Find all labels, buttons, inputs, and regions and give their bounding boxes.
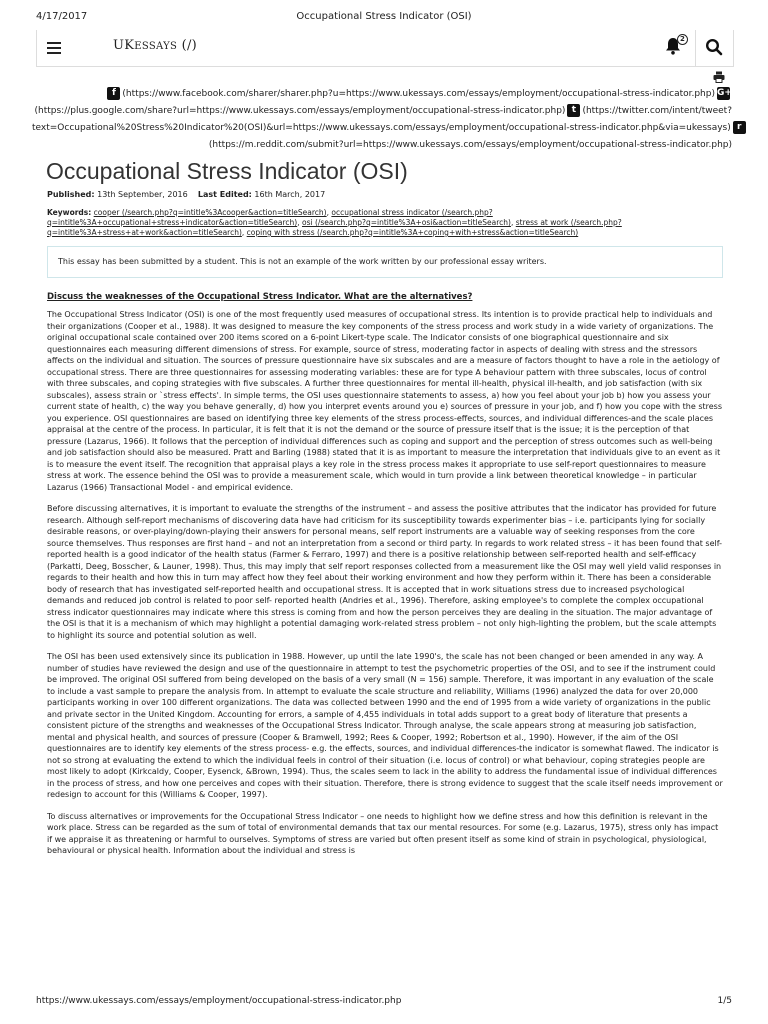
facebook-icon[interactable]: f [107,87,120,100]
print-icon[interactable] [713,68,725,80]
keywords-label: Keywords: [47,208,92,217]
keyword-link[interactable]: coping with stress (/search.php?q=intitle%3A+coping+with+stress&action=titleSearch) [246,228,579,237]
twitter-share-link-cont[interactable]: text=Occupational%20Stress%20Indicator%20(OSI)&url=https://www.ukessays.com/essays/employment/occupational-stress-indicator.php&via=ukessays) [32,123,731,133]
notification-badge: 2 [677,34,688,45]
search-icon[interactable] [705,38,725,58]
print-title: Occupational Stress Indicator (OSI) [296,11,472,22]
menu-icon[interactable] [47,42,61,54]
reddit-share-link[interactable]: (https://m.reddit.com/submit?url=https://www.ukessays.com/essays/employment/occupational-stress-indicator.php) [208,140,732,150]
keyword-link[interactable]: stress at work (/search.php?q=intitle%3A+stress+at+work&action=titleSearch) [47,218,622,237]
paragraph: The Occupational Stress Indicator (OSI) is one of the most frequently used measures of occupational stress. Its intention is to provide practical help to individuals and their organizations (Cooper et al., 1988). It was designed to measure the key components of the stress process and work study in a wide variety of organizations. The original occupational scale contained over 200 items scored on a 6-point Likert-type scale. The Indicator consists of one biographical questionnaire and six questionnaires each measuring different dimensions of stress. For example, source of stress, moderating factor in aspects of dealing with stress and the stressors affects on the individual and situation. The sources of pressure questionnaire have six subscales and are a measure of factors thought to have a role in the aetiology of occupational stress. There are three questionnaires for assessing moderating variables: these are for type A behaviour pattern with three subscales, locus of control with three subscales, and coping strategies with five subscales. A further three questionnaires for mental ill-health, physical ill-health, and job satisfaction (with six subscales), assess strain or `stress effects'. In simple terms, the OSI uses questionnaire statements to assess, a) how you feel about your job b) how you assess your current state of health, c) the way you behave generally, d) how you interpret events around you e) sources of pressure in your job, and f) how you cope with the stress you experience. OSI questionnaires are based on identifying three key elements of the stress process-effects, sources, and individual differences-and the scale places appraisal at the centre of the process. In particular, it is felt that it is not the demand or the source of pressure itself that is the issue; it is the perception of that pressure (Lazarus, 1966). It follows that the perception of individual differences such as coping and support and the perception of stress outcomes such as well-being and job satisfaction should also be measured. Pratt and Barling (1988) stated that it is as important to measure the interpretation that individuals give to an event as it is to measure the event itself. The recognition that appraisal plays a key role in the stress process makes it appropriate to use self-report questionnaires to measure stress at work. The essence behind the OSI was to provide a measurement scale, which would in turn provide a link between theoretical knowledge – in particular Lazarus (1966) Transactional Model - and empirical evidence. [47,310,723,492]
print-row [36,66,732,84]
site-logo[interactable]: UKESSAYS (/) [113,38,198,53]
footer-url: https://www.ukessays.com/essays/employment/occupational-stress-indicator.php [36,996,402,1006]
edited-label: Last Edited: [197,190,252,199]
nav-divider [695,30,696,66]
page-number: 1/5 [717,996,732,1006]
twitter-share-link[interactable]: (https://twitter.com/intent/tweet? [582,106,732,116]
article-meta [47,190,325,199]
published-label: Published: [47,190,95,199]
keywords: Keywords: cooper (/search.php?q=intitle%3Acooper&action=titleSearch), occupational stress indicator (/search.php?q=intitle%3A+occupational+stress+indicator&action=titleSearch), osi (/search.php?q=intitle%3A+osi&action=titleSearch), stress at work (/search.php?q=intitle%3A+stress+at+work&action=titleSearch), coping with stress (/search.php?q=intitle%3A+coping+with+stress&action=titleSearch) [47,208,622,237]
notification-bell-icon[interactable] [665,37,685,59]
print-header [0,0,768,26]
keyword-link[interactable]: cooper (/search.php?q=intitle%3Acooper&action=titleSearch) [93,208,327,217]
twitter-icon[interactable]: t [567,104,580,117]
keyword-link[interactable]: osi (/search.php?q=intitle%3A+osi&action=titleSearch) [301,218,511,227]
student-essay-notice: This essay has been submitted by a student. This is not an example of the work written by our professional essay writers. [47,246,723,278]
print-date: 4/17/2017 [36,11,88,22]
google-plus-icon[interactable]: G+ [717,88,732,98]
facebook-share-link[interactable]: (https://www.facebook.com/sharer/sharer.php?u=https://www.ukessays.com/essays/employment/occupational-stress-indicator.php) [122,89,715,99]
paragraph: To discuss alternatives or improvements for the Occupational Stress Indicator – one needs to highlight how we define stress and how this definition is relevant in the work place. Stress can be regarded as the sum of total of environmental demands that tax our mental resources. For some (e.g. Lazarus, 1975), stress only has impact if we appraise it as threatening or harmful to ourselves. Symptoms of stress are varied but often present itself as some kind of strain in psychological, physiological, behavioural or physical health. Information about the individual and stress is [47,811,719,855]
share-links [32,86,742,154]
paragraph: The OSI has been used extensively since its publication in 1988. However, up until the late 1990's, the scale has not been changed or been amended in any way. A number of studies have reviewed the design and use of the questionnaire in attempt to test the psychometric properties of the OSI, and to see if the instrument could be improved. The original OSI suffered from being developed on the basis of a very small (N = 156) sample. Therefore, it was important in any evaluation of the scale to include a vast sample to prepare the analysis from. In attempt to evaluate the scale structure and reliability, Williams (1996) analyzed the data for over 20,000 participants working in over 100 different organizations. The data was collected between 1990 and the end of 1995 from a wide variety of organizations in the public and private sector in the United Kingdom. Accounting for errors, a sample of 4,455 individuals in total adds support to a great body of literature that presents a consistent picture of the strengths and weaknesses of the Occupational Stress Indicator. Through analyse, the scale appears strong at measuring job satisfaction, mental and physical health, and sources of pressure (Cooper & Bramwell, 1992; Rees & Cooper, 1992; Robertson et al., 1990). However, if the aim of the OSI questionnaires are to identify key elements of the stress process- e.g. the effects, sources, and individual differences-the indicator is somewhat flawed. The indicator is not so strong at evaluating the extend to which the individual feels in control of their situation (i.e. locus of control) or what behaviour, coping strategies people are most likely to adopt (Kirkcaldy, Cooper, Eysenck, &Brown, 1994). Thus, the scales seem to lack in the ability to address the fundamental issue of individual differences in the process of stress, and how one perceives and copes with their situation. Therefore, there is strong evidence to suggest that the scale itself needs improvement or redesign to account for this (Williams & Cooper, 1997). [47,652,723,799]
essay-body [47,309,723,867]
published-date: 13th September, 2016 [97,190,188,199]
google-share-link[interactable]: (https://plus.google.com/share?url=https://www.ukessays.com/essays/employment/occupational-stress-indicator.php) [34,106,566,116]
edited-date: 16th March, 2017 [254,190,326,199]
keyword-link[interactable]: occupational stress indicator (/search.php?q=intitle%3A+occupational+stress+indicator&action=titleSearch) [47,208,493,227]
paragraph: Before discussing alternatives, it is important to evaluate the strengths of the instrument – and assess the positive attributes that the indicator has provided for future research. Although self-report mechanisms of discovering data have had criticism for its susceptibility towards experimenter bias – i.e. participants lying for socially desirable reasons, or over-playing/down-playing their answers for personal means, self report instruments are a valuable way of seeking responses from the core source themselves. Thus responses are first hand – and not an interpretation from a second or third party. In regards to work related stress – it has been found that self- reported health is a good indicator of the health status (Farmer & Ferraro, 1997) and there is a positive relationship between self-reported health and self-efficacy (Parkatti, Deeg, Bosscher, & Launer, 1998). Thus, this may imply that self report responses collected from a measurement like the OSI may well yield valid responses in regards to their health and how this in turn may affect how they feel about their working environment and how they perform within it. There has been a considerable body of research that has investigated self-reported health and occupational stress. It is accepted that in work situations stress due to increased psychological demands and reduced job control is related to poor self- reported health (Andries et al., 1996). Therefore, asking employee's to complete the complex occupational stress indicator questionnaires may indicate where this stress is coming from and how the person perceives they are dealing in the situation. The major advantage of the OSI is that it is a mechanism of which may highlight a potential damaging work-related stress problem – not only high-lighting the problem, but the scale attempts to highlight its source and potential solution as well. [47,504,722,640]
navbar [36,30,734,67]
reddit-icon[interactable]: r [733,121,746,134]
page-title: Occupational Stress Indicator (OSI) [46,158,408,184]
essay-question: Discuss the weaknesses of the Occupational Stress Indicator. What are the alternatives? [47,292,473,302]
